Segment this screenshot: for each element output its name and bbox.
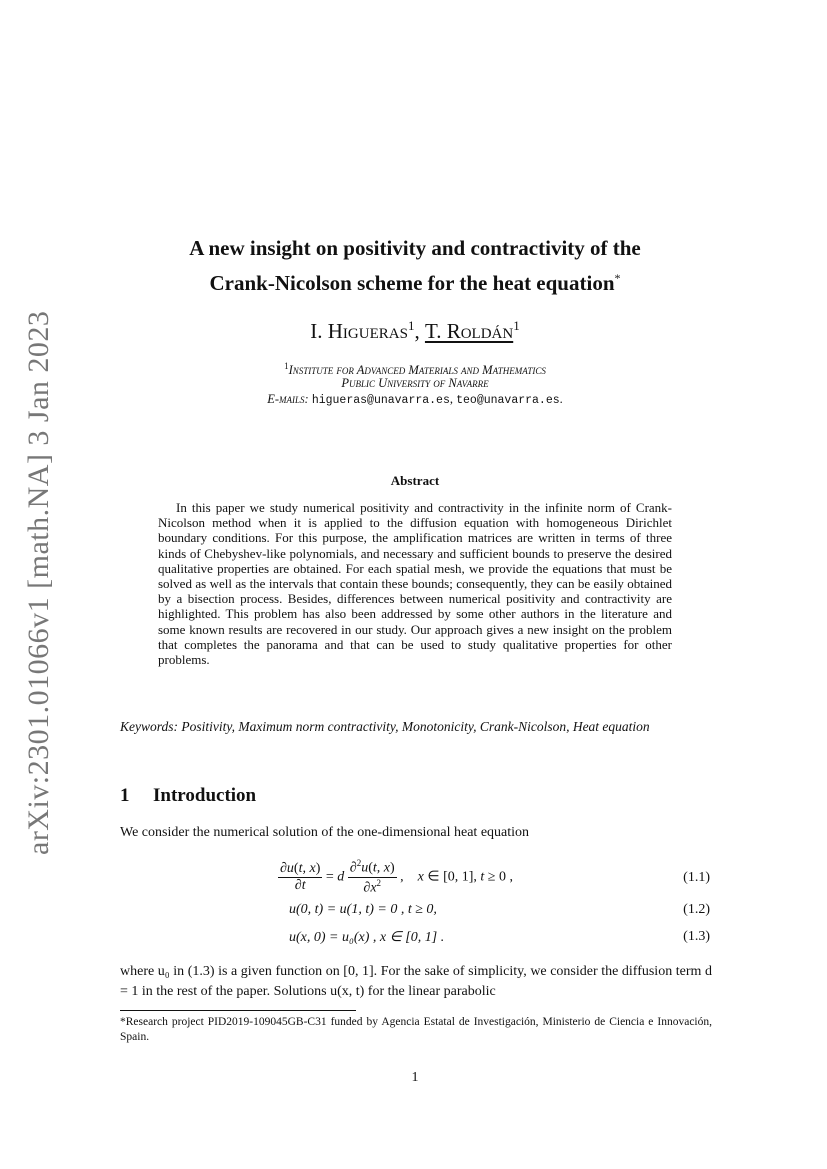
equation-1-1: $\frac{\partial u(t, x)}{\partial t}$ = d $\frac{\partial^2u(t, x)}{\partial x^2}$ , x ∈ [0, 1], t ≥ 0 , <box>280 858 513 896</box>
equation-1-3: u(x, 0) = u₀(x) , x ∈ [0, 1] . <box>289 930 445 945</box>
arxiv-stamp: arXiv:2301.01066v1 [math.NA] 3 Jan 2023 <box>22 310 55 855</box>
title-line-1: A new insight on positivity and contractivity of the <box>189 236 641 260</box>
page-number: 1 <box>411 1070 419 1085</box>
email-higueras[interactable]: higueras@unavarra.es <box>311 394 450 407</box>
affiliation-line-1: $^1$Institute for Advanced Materials and Mathematics <box>284 361 546 378</box>
author-list: I. Higueras$^1$, T. Roldán$^1$ <box>310 318 520 343</box>
keywords: Keywords: Positivity, Maximum norm contractivity, Monotonicity, Crank-Nicolson, Heat equation <box>120 719 650 734</box>
abstract-heading: Abstract <box>390 473 440 488</box>
eq-number-1-2: (1.2) <box>683 902 710 917</box>
email-line: E-mails: higueras@unavarra.es, teo@unavarra.es. <box>267 392 563 407</box>
lhs-fraction: $\frac{\partial u(t, x)}{\partial t}$ <box>280 860 321 893</box>
rhs-fraction: $\frac{\partial^2u(t, x)}{\partial x^2}$ <box>349 858 395 896</box>
email-roldan[interactable]: teo@unavarra.es <box>456 394 560 407</box>
footnote: *Research project PID2019-109045GB-C31 funded by Agencia Estatal de Investigación, Ministerio de Ciencia e Innovación, Spain. <box>120 1016 712 1043</box>
eq-number-1-3: (1.3) <box>683 929 710 944</box>
footnote-rule <box>120 1010 356 1011</box>
title-footnote-mark: * <box>614 271 621 285</box>
eq-number-1-1: (1.1) <box>683 870 710 885</box>
paragraph-2: where u₀ in (1.3) is a given function on [0, 1]. For the sake of simplicity, we consider the diffusion term d = 1 in the rest of the paper. Solutions u(x, t) for the linear parabolic <box>120 964 712 999</box>
author-higueras: I. Higueras <box>310 319 408 343</box>
title-line-2: Crank-Nicolson scheme for the heat equation* <box>209 271 621 295</box>
section-heading: 1 Introduction <box>120 785 257 806</box>
affiliation-line-2: Public University of Navarre <box>341 376 489 390</box>
paper-title <box>120 233 710 298</box>
intro-sentence: We consider the numerical solution of the one-dimensional heat equation <box>120 825 530 840</box>
abstract-body: In this paper we study numerical positivity and contractivity in the infinite norm of Crank-Nicolson method when it is applied to the diffusion equation with homogeneous Dirichlet boundary conditions. For this purpose, the amplification matrices are written in terms of three kinds of Chebyshev-like polynomials, and necessary and sufficient bounds to preserve the desired qualitative properties are obtained. For each spatial mesh, we provide the equations that must be solved as well as the intervals that contain these bounds; consequently, they can be easily obtained by a bisection process. Besides, differences between numerical positivity and contractivity are highlighted. This problem has also been addressed by some other authors in the literature and some known results are recovered in our study. Our approach gives a new insight on the problem that completes the panorama and that can be used to study qualitative properties for other problems. <box>158 500 672 668</box>
equation-1-2: u(0, t) = u(1, t) = 0 , t ≥ 0, <box>289 902 437 917</box>
author-roldan: T. Roldán <box>424 319 514 343</box>
